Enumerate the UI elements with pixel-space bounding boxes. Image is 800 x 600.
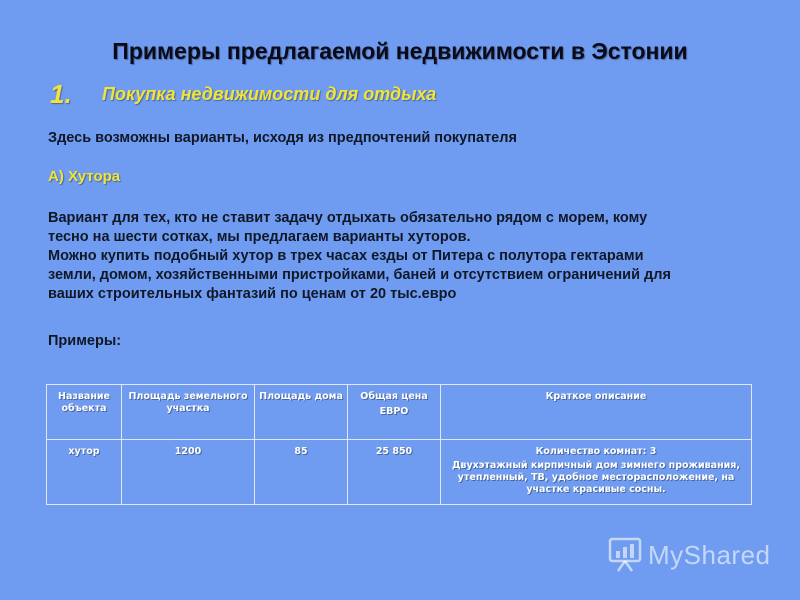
cell-house-area: 85 — [255, 440, 348, 505]
cell-description — [441, 440, 752, 505]
header-price — [348, 385, 441, 440]
section-title: Покупка недвижимости для отдыха — [102, 84, 437, 104]
cell-land-area: 1200 — [122, 440, 255, 505]
presentation-board-icon — [608, 537, 642, 573]
myshared-logo — [608, 537, 771, 573]
header-land-area: Площадь земельного участка — [122, 385, 255, 440]
table-header-row — [47, 385, 752, 440]
header-price-label: Общая цена — [360, 391, 428, 402]
subsection-title: А) Хутора — [48, 168, 121, 185]
body-line: ваших строительных фантазий по ценам от 20 тыс.евро — [48, 286, 457, 302]
cell-price: 25 850 — [348, 440, 441, 505]
header-name: Название объекта — [47, 385, 122, 440]
body-paragraph — [48, 209, 768, 304]
section-number: 1. — [50, 79, 72, 109]
body-line: земли, домом, хозяйственными пристройками, баней и отсутствием ограничений для — [48, 267, 671, 283]
examples-label: Примеры: — [48, 333, 122, 349]
table-row — [47, 440, 752, 505]
page-title: Примеры предлагаемой недвижимости в Эстонии — [112, 38, 688, 64]
header-description: Краткое описание — [441, 385, 752, 440]
property-table — [46, 384, 752, 505]
body-line: тесно на шести сотках, мы предлагаем варианты хуторов. — [48, 229, 471, 245]
header-price-unit: ЕВРО — [379, 406, 409, 417]
cell-rooms: Количество комнат: 3 — [535, 446, 657, 457]
intro-text: Здесь возможны варианты, исходя из предпочтений покупателя — [48, 130, 517, 146]
header-house-area: Площадь дома — [255, 385, 348, 440]
cell-name: хутор — [47, 440, 122, 505]
cell-description-text: Двухэтажный кирпичный дом зимнего проживания, утепленный, ТВ, удобное месторасположение, на участке красивые сосны. — [451, 460, 741, 495]
body-line: Вариант для тех, кто не ставит задачу отдыхать обязательно рядом с морем, кому — [48, 210, 648, 226]
logo-text: MyShared — [648, 539, 771, 570]
section-heading — [50, 79, 72, 110]
body-line: Можно купить подобный хутор в трех часах езды от Питера с полутора гектарами — [48, 248, 644, 264]
